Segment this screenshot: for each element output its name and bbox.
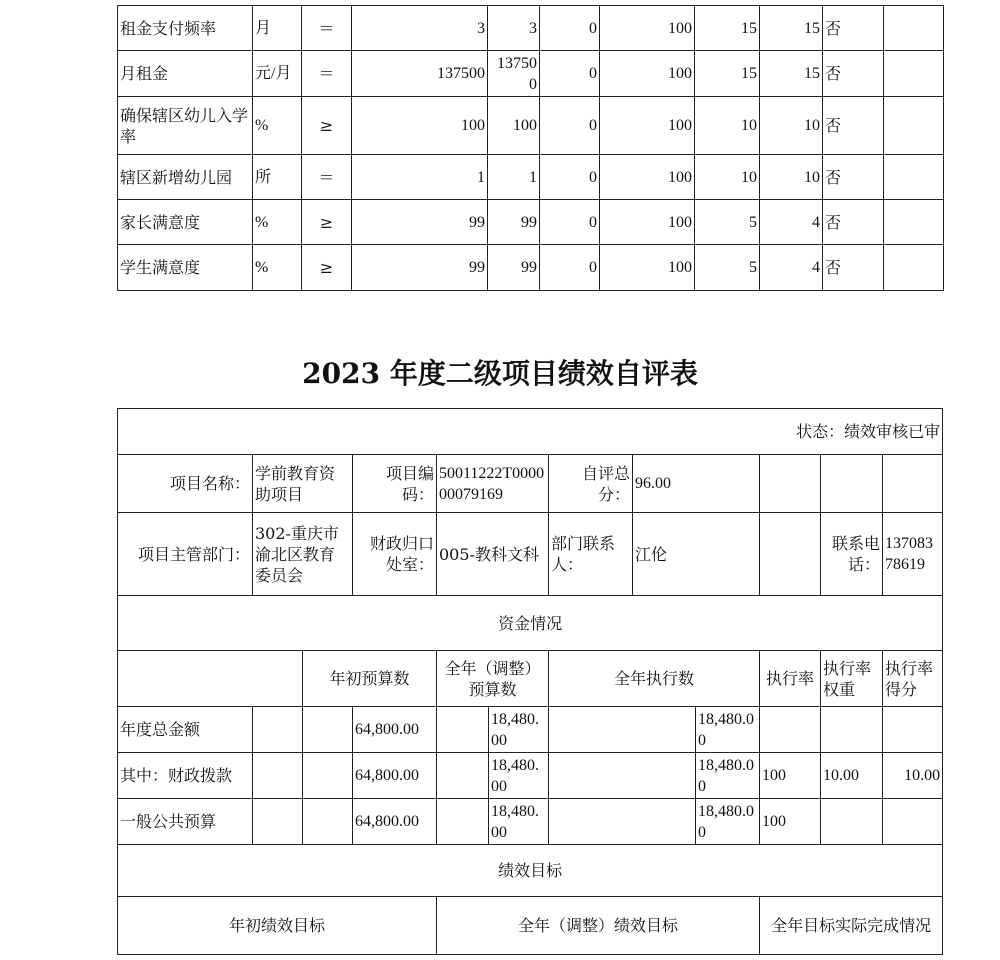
header-exec-rate: 执行率: [760, 651, 821, 707]
indicator-deviation: 0: [540, 200, 600, 245]
indicator-weight: 15: [695, 51, 760, 97]
indicator-target: 137500: [352, 51, 488, 97]
indicator-actual: 99: [488, 245, 540, 291]
page-title: 2023 年度二级项目绩效自评表: [302, 357, 698, 390]
indicator-score: 4: [760, 245, 823, 291]
empty-cell: [884, 245, 944, 291]
indicator-name: 确保辖区幼儿入学率: [118, 97, 253, 155]
funds-score: [883, 799, 943, 845]
funds-exec-rate: 100: [760, 753, 821, 799]
empty-cell: [884, 155, 944, 200]
empty-cell: [303, 799, 353, 845]
indicator-score: 10: [760, 97, 823, 155]
empty-cell: [821, 455, 883, 513]
empty-cell: [253, 707, 303, 753]
indicator-row: [118, 97, 944, 155]
indicator-deviation: 0: [540, 6, 600, 51]
indicator-unit: %: [253, 245, 302, 291]
empty-cell: [884, 200, 944, 245]
empty-cell: [437, 753, 489, 799]
funds-row: [118, 707, 943, 753]
indicator-name: 辖区新增幼儿园: [118, 155, 253, 200]
indicator-operator: ≥: [302, 200, 352, 245]
indicator-table: [117, 5, 944, 291]
funds-adjusted: 18,480.00: [489, 707, 549, 753]
indicator-rate: 100: [600, 200, 695, 245]
indicator-weight: 10: [695, 155, 760, 200]
indicator-flag: 否: [823, 51, 884, 97]
project-code-label: 项目编码：: [353, 455, 437, 513]
indicator-deviation: 0: [540, 155, 600, 200]
funds-executed: 18,480.00: [696, 707, 760, 753]
empty-cell: [303, 707, 353, 753]
funds-adjusted: 18,480.00: [489, 799, 549, 845]
empty-cell: [253, 753, 303, 799]
col-actual-completion: 全年目标实际完成情况: [760, 897, 943, 955]
funds-executed: 18,480.00: [696, 753, 760, 799]
indicator-flag: 否: [823, 97, 884, 155]
indicator-operator: ＝: [302, 6, 352, 51]
empty-cell: [549, 799, 696, 845]
empty-cell: [549, 753, 696, 799]
project-code: 50011222T000000079169: [437, 455, 549, 513]
phone-label: 联系电话：: [821, 513, 883, 596]
header-score: 执行率得分: [883, 651, 943, 707]
funds-row-label: 年度总金额: [118, 707, 253, 753]
indicator-unit: %: [253, 200, 302, 245]
indicator-target: 99: [352, 200, 488, 245]
indicator-operator: ≥: [302, 245, 352, 291]
funds-row: [118, 799, 943, 845]
indicator-target: 1: [352, 155, 488, 200]
indicator-rate: 100: [600, 245, 695, 291]
empty-cell: [118, 651, 303, 707]
empty-cell: [884, 51, 944, 97]
indicator-rate: 100: [600, 6, 695, 51]
funds-exec-rate: 100: [760, 799, 821, 845]
indicator-rate: 100: [600, 51, 695, 97]
evaluation-table: [117, 408, 943, 955]
funds-section-title: 资金情况: [118, 596, 943, 651]
dept-label: 项目主管部门：: [118, 513, 253, 596]
indicator-row: [118, 6, 944, 51]
phone-value: 13708378619: [883, 513, 943, 596]
self-score-label: 自评总分：: [549, 455, 633, 513]
header-weight: 执行率权重: [821, 651, 883, 707]
indicator-rate: 100: [600, 155, 695, 200]
funds-initial: 64,800.00: [353, 707, 437, 753]
indicator-actual: 100: [488, 97, 540, 155]
funds-executed: 18,480.00: [696, 799, 760, 845]
project-name-label: 项目名称：: [118, 455, 253, 513]
empty-cell: [253, 799, 303, 845]
col-initial-target: 年初绩效目标: [118, 897, 437, 955]
funds-weight: 10.00: [821, 753, 883, 799]
indicator-flag: 否: [823, 155, 884, 200]
col-adjusted-target: 全年（调整）绩效目标: [437, 897, 760, 955]
funds-row-label: 其中：财政拨款: [118, 753, 253, 799]
indicator-flag: 否: [823, 200, 884, 245]
indicator-target: 100: [352, 97, 488, 155]
indicator-name: 租金支付频率: [118, 6, 253, 51]
empty-cell: [437, 707, 489, 753]
header-adjusted-budget: 全年（调整）预算数: [437, 651, 549, 707]
indicator-operator: ≥: [302, 97, 352, 155]
status-text: 状态：绩效审核已审: [118, 409, 943, 455]
project-name: 学前教育资助项目: [253, 455, 353, 513]
indicator-row: [118, 245, 944, 291]
indicator-unit: 元/月: [253, 51, 302, 97]
empty-cell: [884, 6, 944, 51]
indicator-name: 月租金: [118, 51, 253, 97]
indicator-weight: 15: [695, 6, 760, 51]
funds-adjusted: 18,480.00: [489, 753, 549, 799]
indicator-name: 学生满意度: [118, 245, 253, 291]
indicator-unit: %: [253, 97, 302, 155]
funds-weight: [821, 799, 883, 845]
indicator-actual: 3: [488, 6, 540, 51]
indicator-actual: 1: [488, 155, 540, 200]
indicator-deviation: 0: [540, 51, 600, 97]
funds-initial: 64,800.00: [353, 753, 437, 799]
indicator-row: [118, 155, 944, 200]
indicator-target: 99: [352, 245, 488, 291]
office-value: 005-教科文科: [437, 513, 549, 596]
indicator-target: 3: [352, 6, 488, 51]
empty-cell: [760, 513, 821, 596]
indicator-deviation: 0: [540, 97, 600, 155]
indicator-weight: 5: [695, 200, 760, 245]
header-executed: 全年执行数: [549, 651, 760, 707]
empty-cell: [884, 97, 944, 155]
funds-row: [118, 753, 943, 799]
indicator-row: [118, 200, 944, 245]
dept-value: 302-重庆市渝北区教育委员会: [253, 513, 353, 596]
indicator-flag: 否: [823, 6, 884, 51]
funds-score: [883, 707, 943, 753]
indicator-deviation: 0: [540, 245, 600, 291]
indicator-score: 10: [760, 155, 823, 200]
funds-initial: 64,800.00: [353, 799, 437, 845]
funds-exec-rate: [760, 707, 821, 753]
indicator-operator: ＝: [302, 51, 352, 97]
indicator-row: [118, 51, 944, 97]
empty-cell: [760, 455, 821, 513]
empty-cell: [883, 455, 943, 513]
header-initial-budget: 年初预算数: [303, 651, 437, 707]
empty-cell: [437, 799, 489, 845]
indicator-unit: 所: [253, 155, 302, 200]
indicator-score: 15: [760, 6, 823, 51]
self-score: 96.00: [633, 455, 760, 513]
funds-score: 10.00: [883, 753, 943, 799]
contact-value: 江伦: [633, 513, 760, 596]
funds-row-label: 一般公共预算: [118, 799, 253, 845]
indicator-actual: 99: [488, 200, 540, 245]
indicator-flag: 否: [823, 245, 884, 291]
empty-cell: [549, 707, 696, 753]
indicator-weight: 5: [695, 245, 760, 291]
indicator-score: 4: [760, 200, 823, 245]
indicator-score: 15: [760, 51, 823, 97]
indicator-operator: ＝: [302, 155, 352, 200]
contact-label: 部门联系人：: [549, 513, 633, 596]
indicator-unit: 月: [253, 6, 302, 51]
office-label: 财政归口处室：: [353, 513, 437, 596]
indicator-weight: 10: [695, 97, 760, 155]
indicator-name: 家长满意度: [118, 200, 253, 245]
indicator-actual: 137500: [488, 51, 540, 97]
empty-cell: [303, 753, 353, 799]
indicator-rate: 100: [600, 97, 695, 155]
performance-section-title: 绩效目标: [118, 845, 943, 897]
funds-weight: [821, 707, 883, 753]
